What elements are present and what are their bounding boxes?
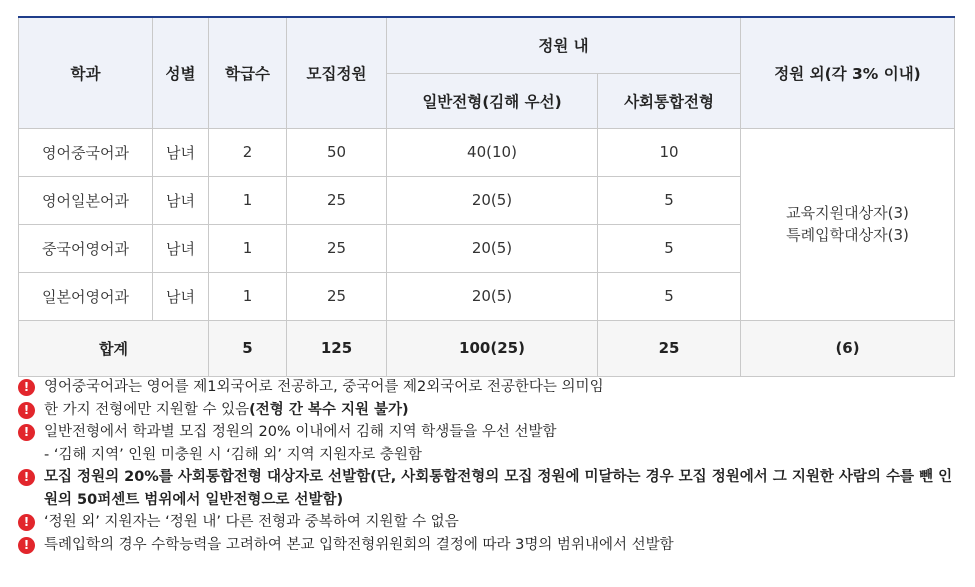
- table-row: [19, 128, 955, 176]
- note-text-emphasis: (전형 간 복수 지원 불가): [249, 401, 409, 418]
- warning-icon: !: [18, 514, 35, 531]
- note-item: [18, 466, 963, 511]
- cell-social: 10: [598, 128, 741, 176]
- cell-classes: 1: [209, 176, 287, 224]
- note-text: 한 가지 전형에만 지원할 수 있음: [44, 401, 250, 418]
- cell-classes: 2: [209, 128, 287, 176]
- total-recruit: 125: [287, 320, 387, 376]
- note-subtext: - ‘김해 지역’ 인원 미충원 시 ‘김해 외’ 지역 지원자로 충원함: [44, 446, 422, 463]
- cell-social: 5: [598, 224, 741, 272]
- cell-dept: 일본어영어과: [19, 272, 153, 320]
- cell-dept: 중국어영어과: [19, 224, 153, 272]
- header-within-quota: 정원 내: [387, 17, 741, 73]
- note-text: 모집 정원의 20%를 사회통합전형 대상자로 선발함(단, 사회통합전형의 모집 정원에 미달하는 경우 모집 정원에서 그 지원한 사람의 수를 뺀 인원의 50퍼센트 범위에서 일반전형으로 선발함): [44, 469, 953, 508]
- cell-general: 20(5): [387, 272, 598, 320]
- header-social: 사회통합전형: [598, 73, 741, 128]
- cell-gender: 남녀: [153, 128, 209, 176]
- note-item: [18, 534, 963, 557]
- header-gender: 성별: [153, 17, 209, 128]
- cell-general: 20(5): [387, 176, 598, 224]
- warning-icon: !: [18, 402, 35, 419]
- total-classes: 5: [209, 320, 287, 376]
- total-social: 25: [598, 320, 741, 376]
- header-dept: 학과: [19, 17, 153, 128]
- cell-general: 20(5): [387, 224, 598, 272]
- warning-icon: !: [18, 469, 35, 486]
- warning-icon: !: [18, 379, 35, 396]
- cell-social: 5: [598, 176, 741, 224]
- cell-recruit: 25: [287, 272, 387, 320]
- table-total-row: [19, 320, 955, 376]
- cell-classes: 1: [209, 272, 287, 320]
- header-classes: 학급수: [209, 17, 287, 128]
- total-label: 합계: [19, 320, 209, 376]
- note-item: [18, 511, 963, 534]
- cell-recruit: 25: [287, 176, 387, 224]
- header-recruit: 모집정원: [287, 17, 387, 128]
- outside-line-1: 교육지원대상자(3): [786, 204, 909, 222]
- cell-gender: 남녀: [153, 272, 209, 320]
- cell-recruit: 25: [287, 224, 387, 272]
- note-item: [18, 399, 963, 422]
- cell-gender: 남녀: [153, 224, 209, 272]
- warning-icon: !: [18, 424, 35, 441]
- cell-dept: 영어중국어과: [19, 128, 153, 176]
- cell-general: 40(10): [387, 128, 598, 176]
- warning-icon: !: [18, 537, 35, 554]
- note-text: 일반전형에서 학과별 모집 정원의 20% 이내에서 김해 지역 학생들을 우선 선발함: [44, 424, 557, 440]
- note-item: [18, 376, 963, 399]
- note-text: ‘정원 외’ 지원자는 ‘정원 내’ 다른 전형과 중복하여 지원할 수 없음: [44, 514, 459, 530]
- notes-list: [18, 376, 963, 556]
- cell-recruit: 50: [287, 128, 387, 176]
- header-outside-quota: 정원 외(각 3% 이내): [741, 17, 955, 128]
- cell-outside-quota: [741, 128, 955, 320]
- total-general: 100(25): [387, 320, 598, 376]
- note-subitem: [18, 444, 963, 467]
- cell-classes: 1: [209, 224, 287, 272]
- total-outside: (6): [741, 320, 955, 376]
- note-text: 영어중국어과는 영어를 제1외국어로 전공하고, 중국어를 제2외국어로 전공한다는 의미임: [44, 379, 604, 395]
- note-text: 특례입학의 경우 수학능력을 고려하여 본교 입학전형위원회의 결정에 따라 3명의 범위내에서 선발함: [44, 536, 674, 553]
- cell-dept: 영어일본어과: [19, 176, 153, 224]
- recruitment-quota-table: [18, 16, 955, 377]
- header-general: 일반전형(김해 우선): [387, 73, 598, 128]
- outside-line-2: 특례입학대상자(3): [786, 226, 909, 244]
- note-item: [18, 421, 963, 444]
- cell-gender: 남녀: [153, 176, 209, 224]
- cell-social: 5: [598, 272, 741, 320]
